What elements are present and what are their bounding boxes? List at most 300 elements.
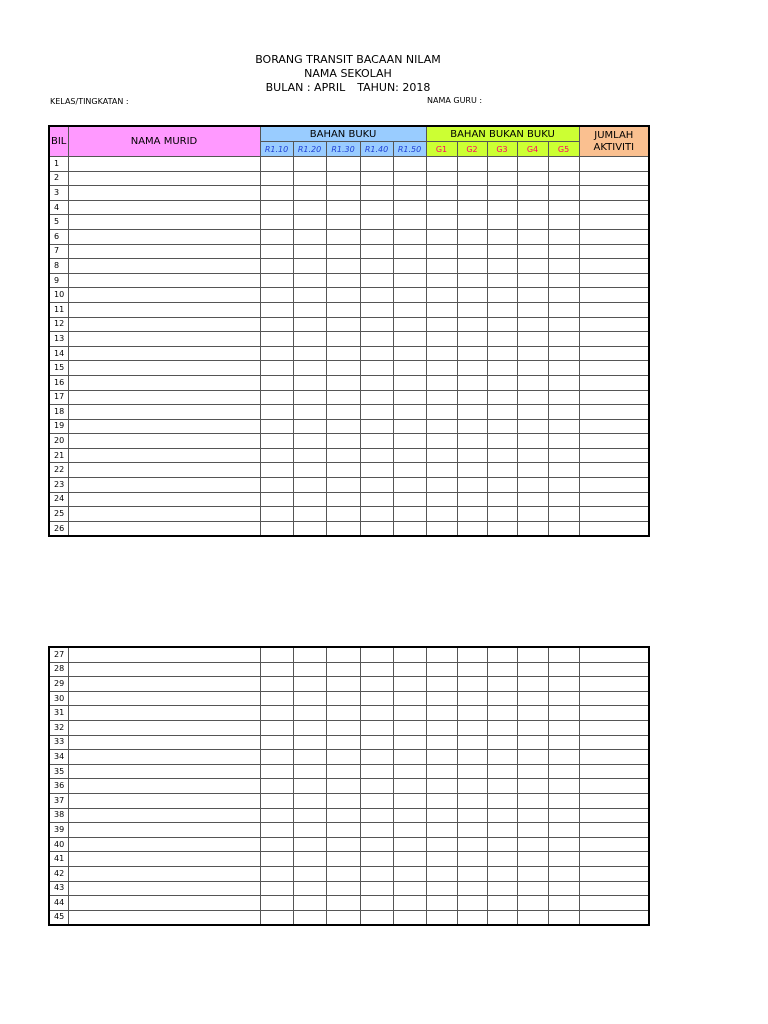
- level-cell[interactable]: [360, 750, 393, 765]
- total-cell[interactable]: [579, 896, 649, 911]
- level-cell[interactable]: [457, 302, 487, 317]
- level-cell[interactable]: [393, 186, 426, 201]
- level-cell[interactable]: [360, 317, 393, 332]
- level-cell[interactable]: [293, 720, 326, 735]
- level-cell[interactable]: [517, 332, 548, 347]
- total-cell[interactable]: [579, 317, 649, 332]
- level-cell[interactable]: [293, 852, 326, 867]
- level-cell[interactable]: [487, 259, 517, 274]
- level-cell[interactable]: [426, 750, 457, 765]
- level-cell[interactable]: [360, 419, 393, 434]
- level-cell[interactable]: [393, 157, 426, 172]
- student-name-cell[interactable]: [68, 229, 260, 244]
- level-cell[interactable]: [293, 521, 326, 536]
- total-cell[interactable]: [579, 720, 649, 735]
- level-cell[interactable]: [360, 288, 393, 303]
- level-cell[interactable]: [293, 448, 326, 463]
- student-name-cell[interactable]: [68, 881, 260, 896]
- level-cell[interactable]: [260, 677, 293, 692]
- level-cell[interactable]: [293, 735, 326, 750]
- total-cell[interactable]: [579, 793, 649, 808]
- level-cell[interactable]: [393, 215, 426, 230]
- level-cell[interactable]: [548, 764, 579, 779]
- level-cell[interactable]: [393, 171, 426, 186]
- level-cell[interactable]: [426, 390, 457, 405]
- level-cell[interactable]: [517, 910, 548, 925]
- total-cell[interactable]: [579, 881, 649, 896]
- level-cell[interactable]: [426, 720, 457, 735]
- level-cell[interactable]: [548, 463, 579, 478]
- total-cell[interactable]: [579, 375, 649, 390]
- level-cell[interactable]: [260, 706, 293, 721]
- level-cell[interactable]: [517, 750, 548, 765]
- level-cell[interactable]: [260, 764, 293, 779]
- level-cell[interactable]: [360, 691, 393, 706]
- level-cell[interactable]: [260, 434, 293, 449]
- level-cell[interactable]: [293, 823, 326, 838]
- level-cell[interactable]: [487, 793, 517, 808]
- level-cell[interactable]: [326, 823, 360, 838]
- level-cell[interactable]: [426, 273, 457, 288]
- level-cell[interactable]: [426, 881, 457, 896]
- level-cell[interactable]: [548, 405, 579, 420]
- level-cell[interactable]: [293, 390, 326, 405]
- level-cell[interactable]: [360, 662, 393, 677]
- level-cell[interactable]: [393, 390, 426, 405]
- level-cell[interactable]: [293, 332, 326, 347]
- level-cell[interactable]: [426, 764, 457, 779]
- level-cell[interactable]: [457, 186, 487, 201]
- level-cell[interactable]: [426, 735, 457, 750]
- level-cell[interactable]: [548, 171, 579, 186]
- level-cell[interactable]: [487, 896, 517, 911]
- student-name-cell[interactable]: [68, 463, 260, 478]
- level-cell[interactable]: [487, 361, 517, 376]
- level-cell[interactable]: [426, 434, 457, 449]
- level-cell[interactable]: [548, 302, 579, 317]
- level-cell[interactable]: [293, 507, 326, 522]
- level-cell[interactable]: [457, 662, 487, 677]
- level-cell[interactable]: [260, 735, 293, 750]
- level-cell[interactable]: [326, 390, 360, 405]
- level-cell[interactable]: [517, 793, 548, 808]
- level-cell[interactable]: [260, 793, 293, 808]
- level-cell[interactable]: [517, 273, 548, 288]
- student-name-cell[interactable]: [68, 361, 260, 376]
- level-cell[interactable]: [548, 662, 579, 677]
- level-cell[interactable]: [393, 273, 426, 288]
- level-cell[interactable]: [393, 750, 426, 765]
- level-cell[interactable]: [457, 720, 487, 735]
- level-cell[interactable]: [426, 419, 457, 434]
- level-cell[interactable]: [260, 375, 293, 390]
- level-cell[interactable]: [517, 691, 548, 706]
- level-cell[interactable]: [487, 662, 517, 677]
- level-cell[interactable]: [326, 288, 360, 303]
- level-cell[interactable]: [393, 448, 426, 463]
- level-cell[interactable]: [548, 215, 579, 230]
- level-cell[interactable]: [487, 302, 517, 317]
- level-cell[interactable]: [487, 521, 517, 536]
- level-cell[interactable]: [548, 157, 579, 172]
- level-cell[interactable]: [326, 361, 360, 376]
- student-name-cell[interactable]: [68, 852, 260, 867]
- level-cell[interactable]: [548, 259, 579, 274]
- level-cell[interactable]: [426, 677, 457, 692]
- level-cell[interactable]: [326, 186, 360, 201]
- level-cell[interactable]: [457, 735, 487, 750]
- level-cell[interactable]: [326, 677, 360, 692]
- level-cell[interactable]: [293, 779, 326, 794]
- level-cell[interactable]: [360, 171, 393, 186]
- level-cell[interactable]: [260, 463, 293, 478]
- level-cell[interactable]: [260, 346, 293, 361]
- level-cell[interactable]: [393, 288, 426, 303]
- level-cell[interactable]: [517, 171, 548, 186]
- level-cell[interactable]: [293, 706, 326, 721]
- student-name-cell[interactable]: [68, 866, 260, 881]
- level-cell[interactable]: [293, 677, 326, 692]
- level-cell[interactable]: [457, 244, 487, 259]
- level-cell[interactable]: [548, 346, 579, 361]
- level-cell[interactable]: [260, 171, 293, 186]
- student-name-cell[interactable]: [68, 521, 260, 536]
- level-cell[interactable]: [426, 852, 457, 867]
- level-cell[interactable]: [393, 434, 426, 449]
- level-cell[interactable]: [426, 662, 457, 677]
- level-cell[interactable]: [548, 896, 579, 911]
- level-cell[interactable]: [260, 478, 293, 493]
- level-cell[interactable]: [487, 448, 517, 463]
- level-cell[interactable]: [260, 662, 293, 677]
- level-cell[interactable]: [517, 375, 548, 390]
- level-cell[interactable]: [360, 852, 393, 867]
- level-cell[interactable]: [260, 302, 293, 317]
- level-cell[interactable]: [426, 332, 457, 347]
- student-name-cell[interactable]: [68, 288, 260, 303]
- student-name-cell[interactable]: [68, 302, 260, 317]
- student-name-cell[interactable]: [68, 273, 260, 288]
- level-cell[interactable]: [487, 866, 517, 881]
- level-cell[interactable]: [393, 492, 426, 507]
- level-cell[interactable]: [487, 720, 517, 735]
- level-cell[interactable]: [457, 793, 487, 808]
- level-cell[interactable]: [360, 273, 393, 288]
- total-cell[interactable]: [579, 837, 649, 852]
- level-cell[interactable]: [487, 463, 517, 478]
- level-cell[interactable]: [517, 463, 548, 478]
- level-cell[interactable]: [487, 750, 517, 765]
- level-cell[interactable]: [548, 200, 579, 215]
- total-cell[interactable]: [579, 332, 649, 347]
- student-name-cell[interactable]: [68, 750, 260, 765]
- level-cell[interactable]: [393, 735, 426, 750]
- level-cell[interactable]: [548, 735, 579, 750]
- level-cell[interactable]: [260, 852, 293, 867]
- level-cell[interactable]: [517, 706, 548, 721]
- level-cell[interactable]: [457, 507, 487, 522]
- level-cell[interactable]: [426, 186, 457, 201]
- student-name-cell[interactable]: [68, 779, 260, 794]
- level-cell[interactable]: [326, 478, 360, 493]
- level-cell[interactable]: [548, 244, 579, 259]
- level-cell[interactable]: [457, 375, 487, 390]
- level-cell[interactable]: [360, 244, 393, 259]
- total-cell[interactable]: [579, 677, 649, 692]
- level-cell[interactable]: [326, 837, 360, 852]
- total-cell[interactable]: [579, 346, 649, 361]
- level-cell[interactable]: [326, 463, 360, 478]
- level-cell[interactable]: [517, 157, 548, 172]
- level-cell[interactable]: [548, 910, 579, 925]
- level-cell[interactable]: [426, 507, 457, 522]
- level-cell[interactable]: [393, 779, 426, 794]
- level-cell[interactable]: [393, 375, 426, 390]
- level-cell[interactable]: [426, 521, 457, 536]
- level-cell[interactable]: [393, 332, 426, 347]
- level-cell[interactable]: [487, 332, 517, 347]
- level-cell[interactable]: [457, 852, 487, 867]
- total-cell[interactable]: [579, 229, 649, 244]
- level-cell[interactable]: [517, 764, 548, 779]
- level-cell[interactable]: [487, 837, 517, 852]
- level-cell[interactable]: [326, 448, 360, 463]
- level-cell[interactable]: [517, 478, 548, 493]
- level-cell[interactable]: [326, 910, 360, 925]
- level-cell[interactable]: [426, 361, 457, 376]
- level-cell[interactable]: [517, 229, 548, 244]
- total-cell[interactable]: [579, 492, 649, 507]
- level-cell[interactable]: [548, 720, 579, 735]
- level-cell[interactable]: [487, 288, 517, 303]
- level-cell[interactable]: [517, 779, 548, 794]
- total-cell[interactable]: [579, 186, 649, 201]
- level-cell[interactable]: [457, 229, 487, 244]
- level-cell[interactable]: [426, 691, 457, 706]
- level-cell[interactable]: [548, 507, 579, 522]
- level-cell[interactable]: [260, 200, 293, 215]
- level-cell[interactable]: [426, 647, 457, 662]
- level-cell[interactable]: [457, 463, 487, 478]
- level-cell[interactable]: [487, 507, 517, 522]
- level-cell[interactable]: [326, 779, 360, 794]
- level-cell[interactable]: [457, 808, 487, 823]
- level-cell[interactable]: [393, 852, 426, 867]
- student-name-cell[interactable]: [68, 375, 260, 390]
- total-cell[interactable]: [579, 866, 649, 881]
- level-cell[interactable]: [487, 200, 517, 215]
- level-cell[interactable]: [548, 521, 579, 536]
- level-cell[interactable]: [517, 492, 548, 507]
- level-cell[interactable]: [360, 332, 393, 347]
- level-cell[interactable]: [548, 186, 579, 201]
- level-cell[interactable]: [326, 375, 360, 390]
- level-cell[interactable]: [517, 662, 548, 677]
- level-cell[interactable]: [426, 463, 457, 478]
- total-cell[interactable]: [579, 521, 649, 536]
- level-cell[interactable]: [393, 478, 426, 493]
- level-cell[interactable]: [487, 171, 517, 186]
- level-cell[interactable]: [457, 361, 487, 376]
- total-cell[interactable]: [579, 288, 649, 303]
- level-cell[interactable]: [517, 419, 548, 434]
- level-cell[interactable]: [426, 244, 457, 259]
- level-cell[interactable]: [487, 677, 517, 692]
- student-name-cell[interactable]: [68, 200, 260, 215]
- total-cell[interactable]: [579, 750, 649, 765]
- level-cell[interactable]: [487, 706, 517, 721]
- level-cell[interactable]: [487, 779, 517, 794]
- level-cell[interactable]: [293, 302, 326, 317]
- level-cell[interactable]: [487, 478, 517, 493]
- level-cell[interactable]: [326, 706, 360, 721]
- level-cell[interactable]: [548, 750, 579, 765]
- total-cell[interactable]: [579, 735, 649, 750]
- level-cell[interactable]: [517, 186, 548, 201]
- level-cell[interactable]: [517, 390, 548, 405]
- student-name-cell[interactable]: [68, 317, 260, 332]
- level-cell[interactable]: [457, 779, 487, 794]
- total-cell[interactable]: [579, 691, 649, 706]
- total-cell[interactable]: [579, 706, 649, 721]
- student-name-cell[interactable]: [68, 448, 260, 463]
- level-cell[interactable]: [548, 647, 579, 662]
- level-cell[interactable]: [326, 157, 360, 172]
- level-cell[interactable]: [426, 837, 457, 852]
- level-cell[interactable]: [393, 302, 426, 317]
- level-cell[interactable]: [393, 361, 426, 376]
- level-cell[interactable]: [426, 302, 457, 317]
- level-cell[interactable]: [360, 779, 393, 794]
- total-cell[interactable]: [579, 823, 649, 838]
- level-cell[interactable]: [293, 866, 326, 881]
- level-cell[interactable]: [426, 405, 457, 420]
- level-cell[interactable]: [360, 881, 393, 896]
- student-name-cell[interactable]: [68, 332, 260, 347]
- level-cell[interactable]: [517, 735, 548, 750]
- student-name-cell[interactable]: [68, 720, 260, 735]
- student-name-cell[interactable]: [68, 706, 260, 721]
- level-cell[interactable]: [293, 244, 326, 259]
- level-cell[interactable]: [393, 200, 426, 215]
- level-cell[interactable]: [393, 764, 426, 779]
- total-cell[interactable]: [579, 419, 649, 434]
- level-cell[interactable]: [360, 463, 393, 478]
- level-cell[interactable]: [487, 346, 517, 361]
- level-cell[interactable]: [426, 215, 457, 230]
- level-cell[interactable]: [426, 200, 457, 215]
- level-cell[interactable]: [548, 706, 579, 721]
- student-name-cell[interactable]: [68, 735, 260, 750]
- level-cell[interactable]: [548, 375, 579, 390]
- level-cell[interactable]: [326, 808, 360, 823]
- level-cell[interactable]: [393, 866, 426, 881]
- level-cell[interactable]: [426, 910, 457, 925]
- level-cell[interactable]: [426, 157, 457, 172]
- level-cell[interactable]: [548, 434, 579, 449]
- level-cell[interactable]: [326, 866, 360, 881]
- level-cell[interactable]: [393, 837, 426, 852]
- level-cell[interactable]: [293, 647, 326, 662]
- level-cell[interactable]: [393, 244, 426, 259]
- level-cell[interactable]: [426, 346, 457, 361]
- student-name-cell[interactable]: [68, 478, 260, 493]
- level-cell[interactable]: [457, 273, 487, 288]
- level-cell[interactable]: [517, 448, 548, 463]
- level-cell[interactable]: [426, 478, 457, 493]
- student-name-cell[interactable]: [68, 662, 260, 677]
- level-cell[interactable]: [260, 881, 293, 896]
- level-cell[interactable]: [326, 881, 360, 896]
- total-cell[interactable]: [579, 647, 649, 662]
- level-cell[interactable]: [393, 317, 426, 332]
- level-cell[interactable]: [260, 507, 293, 522]
- level-cell[interactable]: [426, 259, 457, 274]
- level-cell[interactable]: [293, 910, 326, 925]
- level-cell[interactable]: [457, 647, 487, 662]
- level-cell[interactable]: [487, 405, 517, 420]
- level-cell[interactable]: [393, 706, 426, 721]
- level-cell[interactable]: [260, 750, 293, 765]
- total-cell[interactable]: [579, 157, 649, 172]
- level-cell[interactable]: [260, 866, 293, 881]
- level-cell[interactable]: [326, 852, 360, 867]
- level-cell[interactable]: [548, 852, 579, 867]
- level-cell[interactable]: [326, 793, 360, 808]
- level-cell[interactable]: [517, 677, 548, 692]
- level-cell[interactable]: [260, 910, 293, 925]
- level-cell[interactable]: [260, 229, 293, 244]
- level-cell[interactable]: [326, 273, 360, 288]
- student-name-cell[interactable]: [68, 896, 260, 911]
- level-cell[interactable]: [548, 478, 579, 493]
- level-cell[interactable]: [293, 215, 326, 230]
- level-cell[interactable]: [426, 866, 457, 881]
- level-cell[interactable]: [360, 793, 393, 808]
- total-cell[interactable]: [579, 244, 649, 259]
- level-cell[interactable]: [393, 647, 426, 662]
- level-cell[interactable]: [457, 419, 487, 434]
- level-cell[interactable]: [260, 492, 293, 507]
- level-cell[interactable]: [548, 793, 579, 808]
- level-cell[interactable]: [393, 677, 426, 692]
- total-cell[interactable]: [579, 808, 649, 823]
- level-cell[interactable]: [393, 229, 426, 244]
- level-cell[interactable]: [326, 259, 360, 274]
- level-cell[interactable]: [548, 691, 579, 706]
- level-cell[interactable]: [457, 881, 487, 896]
- level-cell[interactable]: [293, 419, 326, 434]
- level-cell[interactable]: [293, 463, 326, 478]
- level-cell[interactable]: [393, 419, 426, 434]
- level-cell[interactable]: [326, 200, 360, 215]
- level-cell[interactable]: [487, 852, 517, 867]
- total-cell[interactable]: [579, 361, 649, 376]
- level-cell[interactable]: [326, 492, 360, 507]
- level-cell[interactable]: [326, 317, 360, 332]
- total-cell[interactable]: [579, 507, 649, 522]
- level-cell[interactable]: [293, 434, 326, 449]
- level-cell[interactable]: [360, 735, 393, 750]
- level-cell[interactable]: [426, 375, 457, 390]
- level-cell[interactable]: [487, 647, 517, 662]
- total-cell[interactable]: [579, 764, 649, 779]
- level-cell[interactable]: [548, 288, 579, 303]
- level-cell[interactable]: [517, 288, 548, 303]
- level-cell[interactable]: [360, 677, 393, 692]
- level-cell[interactable]: [326, 171, 360, 186]
- total-cell[interactable]: [579, 302, 649, 317]
